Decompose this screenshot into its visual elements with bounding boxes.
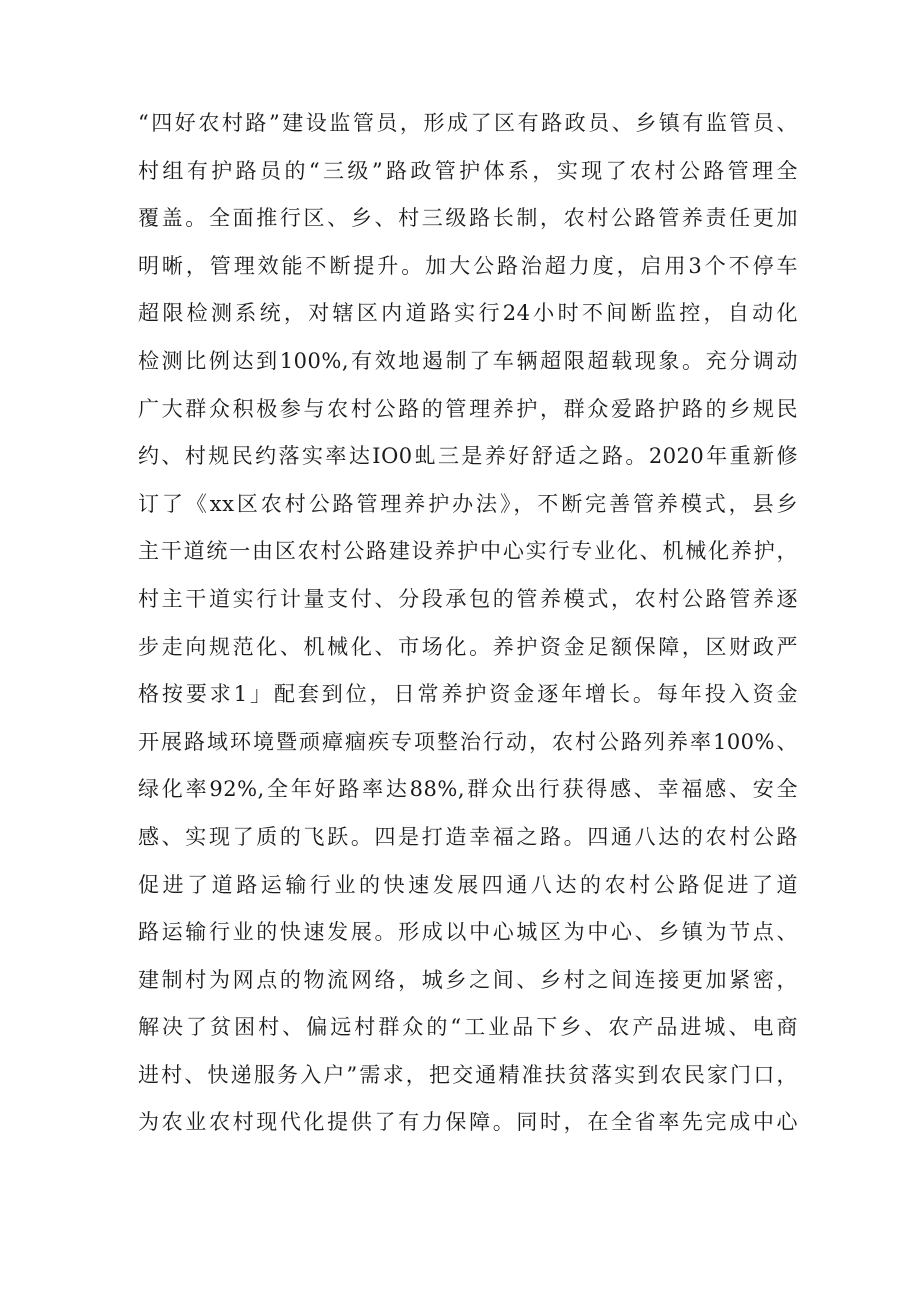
text-line: 广大群众积极参与农村公路的管理养护，群众爱路护路的乡规民 — [138, 396, 798, 421]
text-line: 步走向规范化、机械化、市场化。养护资金足额保障，区财政严 — [138, 634, 798, 659]
text-line: 村主干道实行计量支付、分段承包的管养模式，农村公路管养逐 — [138, 586, 798, 611]
text-line: 明晰，管理效能不断提升。加大公路治超力度，启用3个不停车 — [138, 253, 798, 278]
text-line: 覆盖。全面推行区、乡、村三级路长制，农村公路管养责任更加 — [138, 206, 798, 231]
text-line: 格按要求1」配套到位，日常养护资金逐年增长。每年投入资金 — [138, 682, 798, 707]
text-line: 超限检测系统，对辖区内道路实行24小时不间断监控，自动化 — [138, 301, 798, 326]
text-line: 促进了道路运输行业的快速发展四通八达的农村公路促进了道 — [138, 872, 798, 897]
text-line: 建制村为网点的物流网络，城乡之间、乡村之间连接更加紧密， — [138, 967, 798, 992]
text-line: 检测比例达到100%,有效地遏制了车辆超限超载现象。充分调动 — [138, 348, 798, 373]
body-text — [138, 100, 798, 1147]
text-line: 主干道统一由区农村公路建设养护中心实行专业化、机械化养护， — [138, 539, 798, 564]
text-line: 进村、快递服务入户”需求，把交通精准扶贫落实到农民家门口， — [138, 1062, 798, 1087]
text-line: 约、村规民约落实率达IO0虬三是养好舒适之路。2020年重新修 — [138, 444, 798, 469]
text-line: 路运输行业的快速发展。形成以中心城区为中心、乡镇为节点、 — [138, 920, 798, 945]
text-line: 开展路域环境暨顽瘴痼疾专项整治行动，农村公路列养率100%、 — [138, 729, 798, 754]
text-line: 绿化率92%,全年好路率达88%,群众出行获得感、幸福感、安全 — [138, 777, 798, 802]
text-line: 感、实现了质的飞跃。四是打造幸福之路。四通八达的农村公路 — [138, 824, 798, 849]
text-line: 订了《xx区农村公路管理养护办法》，不断完善管养模式，县乡 — [138, 491, 798, 516]
text-line: “四好农村路”建设监管员，形成了区有路政员、乡镇有监管员、 — [138, 111, 798, 135]
text-line: 解决了贫困村、偏远村群众的“工业品下乡、农产品进城、电商 — [138, 1015, 798, 1040]
text-line: 村组有护路员的“三级”路政管护体系，实现了农村公路管理全 — [138, 158, 798, 183]
text-line: 为农业农村现代化提供了有力保障。同时，在全省率先完成中心 — [138, 1110, 798, 1135]
